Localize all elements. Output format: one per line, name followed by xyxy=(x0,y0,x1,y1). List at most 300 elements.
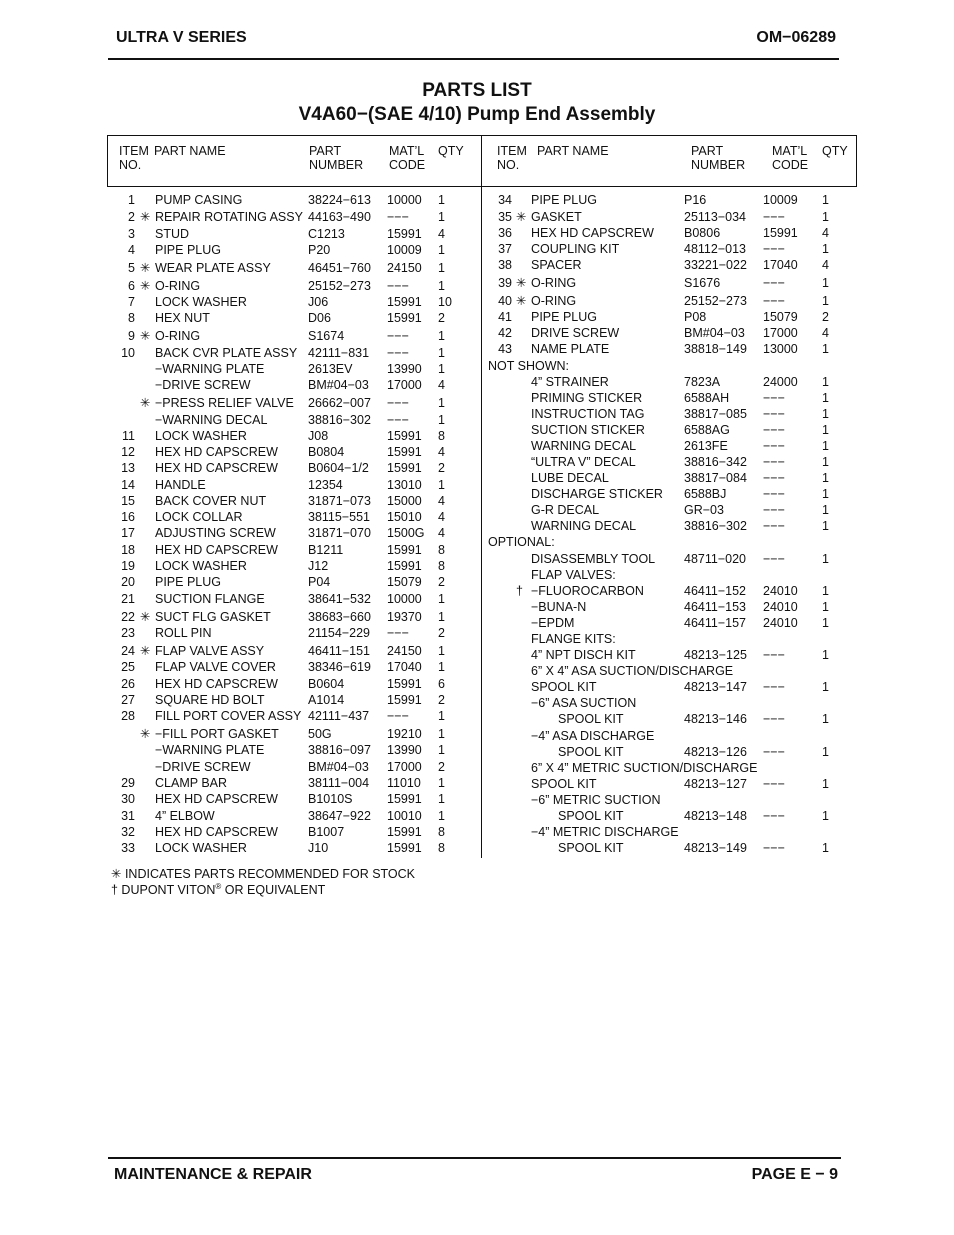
item-number: 37 xyxy=(498,242,512,256)
page-title: PARTS LIST xyxy=(422,80,532,101)
quantity: 1 xyxy=(822,841,829,855)
part-number: 38111−004 xyxy=(308,776,370,790)
matl-code: 17000 xyxy=(763,326,798,340)
part-name: 4” STRAINER xyxy=(531,375,609,389)
part-name: 6” X 4” METRIC SUCTION/DISCHARGE xyxy=(531,761,758,775)
part-name: −4” METRIC DISCHARGE xyxy=(531,825,679,839)
part-name: −EPDM xyxy=(531,616,575,630)
part-number: 46451−760 xyxy=(308,261,371,275)
item-number: 43 xyxy=(498,342,512,356)
part-number: 2613FE xyxy=(684,439,728,453)
part-name: HEX HD CAPSCREW xyxy=(155,792,278,806)
page-subtitle: V4A60−(SAE 4/10) Pump End Assembly xyxy=(298,104,656,125)
matl-code: 17040 xyxy=(387,660,422,674)
part-number: 38816−342 xyxy=(684,455,747,469)
matl-code: −−− xyxy=(763,503,785,517)
part-name: FLAP VALVE ASSY xyxy=(155,644,265,658)
item-number: 9 xyxy=(128,329,135,343)
matl-code: −−− xyxy=(763,391,785,405)
part-number: P08 xyxy=(684,310,707,324)
part-number: J10 xyxy=(308,841,329,855)
part-number: 48213−127 xyxy=(684,777,747,791)
quantity: 4 xyxy=(438,510,445,524)
part-name: HEX HD CAPSCREW xyxy=(155,543,278,557)
quantity: 1 xyxy=(822,242,829,256)
quantity: 1 xyxy=(822,648,829,662)
part-name: −6” METRIC SUCTION xyxy=(531,793,661,807)
document-number: OM−06289 xyxy=(756,29,836,46)
registered-mark: ® xyxy=(215,882,222,891)
stock-note: ✳ INDICATES PARTS RECOMMENDED FOR STOCK xyxy=(111,867,416,881)
quantity: 1 xyxy=(438,610,445,624)
item-number: 29 xyxy=(121,776,135,790)
matl-code: −−− xyxy=(387,626,409,640)
part-name: INSTRUCTION TAG xyxy=(531,407,645,421)
part-number: 25152−273 xyxy=(308,279,371,293)
part-number: GR−03 xyxy=(684,503,724,517)
item-number: 10 xyxy=(121,346,135,360)
quantity: 1 xyxy=(438,346,445,360)
section-name: MAINTENANCE & REPAIR xyxy=(114,1166,312,1183)
matl-code: −−− xyxy=(763,841,785,855)
part-name: ADJUSTING SCREW xyxy=(155,526,276,540)
parts-row xyxy=(0,374,954,390)
part-name: 4” ELBOW xyxy=(155,809,215,823)
col-item-no-right: ITEM NO. xyxy=(497,144,527,172)
matl-code: 15991 xyxy=(763,226,798,240)
part-number: 38816−097 xyxy=(308,743,371,757)
part-number: P16 xyxy=(684,193,707,207)
matl-code: −−− xyxy=(387,210,409,224)
part-number: 48213−148 xyxy=(684,809,747,823)
matl-code: 17000 xyxy=(387,378,422,392)
quantity: 1 xyxy=(822,294,829,308)
parts-row xyxy=(0,518,954,534)
item-number: 40 xyxy=(498,294,512,308)
quantity: 1 xyxy=(438,261,445,275)
part-name: PIPE PLUG xyxy=(155,575,221,589)
part-name: PIPE PLUG xyxy=(531,193,597,207)
part-number: 6588AH xyxy=(684,391,730,405)
parts-row xyxy=(0,631,954,647)
part-name: −BUNA-N xyxy=(531,600,587,614)
matl-code: 15991 xyxy=(387,825,422,839)
part-name: COUPLING KIT xyxy=(531,242,620,256)
matl-code: 15991 xyxy=(387,841,422,855)
part-name: LOCK COLLAR xyxy=(155,510,243,524)
item-number: 13 xyxy=(121,461,135,475)
item-number: 20 xyxy=(121,575,135,589)
part-number: A1014 xyxy=(308,693,345,707)
part-name: −WARNING PLATE xyxy=(155,743,265,757)
part-name: FLAP VALVES: xyxy=(531,568,616,582)
quantity: 1 xyxy=(438,329,445,343)
quantity: 8 xyxy=(438,543,445,557)
part-number: BM#04−03 xyxy=(308,760,369,774)
parts-row xyxy=(0,824,954,840)
item-number: 19 xyxy=(121,559,135,573)
part-name: O-RING xyxy=(531,294,577,308)
item-number: 7 xyxy=(128,295,135,309)
matl-code: −−− xyxy=(387,709,409,723)
part-number: 38647−922 xyxy=(308,809,371,823)
parts-row xyxy=(0,840,954,856)
matl-code: 10009 xyxy=(387,243,422,257)
part-number: 21154−229 xyxy=(308,626,370,640)
item-number: 18 xyxy=(121,543,135,557)
part-name: HANDLE xyxy=(155,478,206,492)
part-number: 2613EV xyxy=(308,362,353,376)
part-number: 46411−151 xyxy=(308,644,370,658)
part-name: −PRESS RELIEF VALVE xyxy=(155,396,294,410)
matl-code: 15991 xyxy=(387,429,422,443)
parts-row xyxy=(0,792,954,808)
parts-row xyxy=(0,711,954,727)
part-name: HEX NUT xyxy=(155,311,210,325)
part-number: J08 xyxy=(308,429,329,443)
matl-code: −−− xyxy=(763,745,785,759)
item-number: 26 xyxy=(121,677,135,691)
item-number: 28 xyxy=(121,709,135,723)
part-name: HEX HD CAPSCREW xyxy=(531,226,654,240)
quantity: 1 xyxy=(822,680,829,694)
part-number: 44163−490 xyxy=(308,210,371,224)
matl-code: −−− xyxy=(763,294,785,308)
quantity: 1 xyxy=(438,776,445,790)
quantity: 2 xyxy=(438,575,445,589)
part-number: S1674 xyxy=(308,329,345,343)
parts-row xyxy=(0,486,954,502)
parts-row xyxy=(0,390,954,406)
table-top-rule xyxy=(107,135,857,136)
part-number: 42111−437 xyxy=(308,709,370,723)
stock-mark: ✳ xyxy=(516,276,527,290)
part-name: −DRIVE SCREW xyxy=(155,760,251,774)
quantity: 1 xyxy=(822,777,829,791)
item-number: 17 xyxy=(121,526,135,540)
part-name: FLAP VALVE COVER xyxy=(155,660,276,674)
quantity: 1 xyxy=(438,644,445,658)
matl-code: 11010 xyxy=(387,776,421,790)
matl-code: −−− xyxy=(763,680,785,694)
matl-code: 15991 xyxy=(387,693,422,707)
part-name: SPACER xyxy=(531,258,582,272)
part-name: GASKET xyxy=(531,210,582,224)
part-name: WEAR PLATE ASSY xyxy=(155,261,271,275)
section-label: OPTIONAL: xyxy=(488,535,555,549)
item-number: 5 xyxy=(128,261,135,275)
part-name: PRIMING STICKER xyxy=(531,391,643,405)
matl-code: 15991 xyxy=(387,677,422,691)
quantity: 1 xyxy=(822,519,829,533)
part-name: LUBE DECAL xyxy=(531,471,609,485)
part-name: SPOOL KIT xyxy=(531,680,597,694)
parts-row xyxy=(0,567,954,583)
part-name: DISASSEMBLY TOOL xyxy=(531,552,656,566)
quantity: 8 xyxy=(438,429,445,443)
part-number: 48112−013 xyxy=(684,242,746,256)
stock-mark: ✳ xyxy=(516,210,527,224)
part-number: B1211 xyxy=(308,543,344,557)
part-name: PUMP CASING xyxy=(155,193,243,207)
quantity: 1 xyxy=(822,276,829,290)
quantity: 1 xyxy=(822,552,829,566)
quantity: 1 xyxy=(438,279,445,293)
matl-code: 13010 xyxy=(387,478,422,492)
part-name: −6” ASA SUCTION xyxy=(531,696,637,710)
item-number: 36 xyxy=(498,226,512,240)
matl-code: 24150 xyxy=(387,261,422,275)
quantity: 8 xyxy=(438,559,445,573)
matl-code: −−− xyxy=(387,413,409,427)
quantity: 1 xyxy=(822,712,829,726)
quantity: 6 xyxy=(438,677,445,691)
col-qty: QTY xyxy=(438,144,464,158)
matl-code: 15079 xyxy=(387,575,422,589)
part-name: CLAMP BAR xyxy=(155,776,228,790)
part-number: B1007 xyxy=(308,825,345,839)
col-matl-code-right: MAT’L CODE xyxy=(772,144,809,172)
item-number: 34 xyxy=(498,193,512,207)
header-rule xyxy=(108,58,839,60)
part-number: B0804 xyxy=(308,445,345,459)
part-name: LOCK WASHER xyxy=(155,559,247,573)
item-number: 3 xyxy=(128,227,135,241)
part-number: 38346−619 xyxy=(308,660,371,674)
matl-code: −−− xyxy=(387,396,409,410)
stock-mark: ✳ xyxy=(516,294,527,308)
matl-code: 10000 xyxy=(387,592,422,606)
quantity: 1 xyxy=(822,193,829,207)
part-name: FILL PORT COVER ASSY xyxy=(155,709,302,723)
parts-row xyxy=(0,325,954,341)
part-name: STUD xyxy=(155,227,190,241)
parts-row xyxy=(0,241,954,257)
matl-code: 17000 xyxy=(387,760,422,774)
parts-row xyxy=(0,192,954,208)
part-number: 42111−831 xyxy=(308,346,370,360)
matl-code: −−− xyxy=(763,809,785,823)
part-name: −FLUOROCARBON xyxy=(531,584,644,598)
part-name: LOCK WASHER xyxy=(155,295,247,309)
part-number: 48711−020 xyxy=(684,552,746,566)
quantity: 4 xyxy=(438,445,445,459)
parts-row xyxy=(0,422,954,438)
part-name: SUCTION STICKER xyxy=(531,423,645,437)
quantity: 1 xyxy=(438,792,445,806)
col-qty-right: QTY xyxy=(822,144,848,158)
quantity: 2 xyxy=(438,626,445,640)
col-part-number-right: PART NUMBER xyxy=(691,144,746,172)
page-number: PAGE E − 9 xyxy=(751,1166,838,1183)
item-number: 31 xyxy=(121,809,135,823)
part-name: DISCHARGE STICKER xyxy=(531,487,663,501)
item-number: 8 xyxy=(128,311,135,325)
quantity: 2 xyxy=(438,760,445,774)
section-heading xyxy=(0,358,954,374)
series-title: ULTRA V SERIES xyxy=(116,29,247,46)
quantity: 8 xyxy=(438,825,445,839)
quantity: 4 xyxy=(438,494,445,508)
section-heading xyxy=(0,534,954,550)
part-name: SPOOL KIT xyxy=(558,745,624,759)
matl-code: 24000 xyxy=(763,375,798,389)
part-name: NAME PLATE xyxy=(531,342,610,356)
quantity: 1 xyxy=(822,503,829,517)
matl-code: 15991 xyxy=(387,559,422,573)
part-number: 38817−085 xyxy=(684,407,747,421)
part-number: 6588BJ xyxy=(684,487,727,501)
parts-row xyxy=(0,808,954,824)
part-number: B1010S xyxy=(308,792,353,806)
part-number: 48213−146 xyxy=(684,712,747,726)
matl-code: 15991 xyxy=(387,543,422,557)
item-number: 2 xyxy=(128,210,135,224)
parts-row xyxy=(0,341,954,357)
parts-row xyxy=(0,728,954,744)
part-number: 33221−022 xyxy=(684,258,747,272)
quantity: 1 xyxy=(438,743,445,757)
item-number: 6 xyxy=(128,279,135,293)
col-part-name: PART NAME xyxy=(154,144,226,158)
part-number: 50G xyxy=(308,727,332,741)
table-left-rule xyxy=(107,135,108,187)
part-name: O-RING xyxy=(155,279,201,293)
parts-row xyxy=(0,275,954,291)
table-header-rule xyxy=(107,186,857,187)
parts-row xyxy=(0,502,954,518)
item-number: 39 xyxy=(498,276,512,290)
stock-mark: ✳ xyxy=(140,261,151,275)
col-part-name-right: PART NAME xyxy=(537,144,609,158)
part-name: DRIVE SCREW xyxy=(531,326,620,340)
matl-code: 24010 xyxy=(763,600,798,614)
matl-code: −−− xyxy=(763,439,785,453)
quantity: 1 xyxy=(822,391,829,405)
item-number: 25 xyxy=(121,660,135,674)
quantity: 1 xyxy=(822,809,829,823)
part-name: 6” X 4” ASA SUCTION/DISCHARGE xyxy=(531,664,734,678)
part-name: SPOOL KIT xyxy=(558,809,624,823)
matl-code: 15991 xyxy=(387,311,422,325)
part-name: FLANGE KITS: xyxy=(531,632,616,646)
part-number: 46411−157 xyxy=(684,616,746,630)
part-number: 48213−126 xyxy=(684,745,747,759)
quantity: 1 xyxy=(438,396,445,410)
matl-code: 19370 xyxy=(387,610,422,624)
quantity: 1 xyxy=(822,342,829,356)
matl-code: 24010 xyxy=(763,616,798,630)
part-name: WARNING DECAL xyxy=(531,439,637,453)
item-number: 33 xyxy=(121,841,135,855)
part-number: B0806 xyxy=(684,226,721,240)
item-number: 12 xyxy=(121,445,135,459)
quantity: 1 xyxy=(822,439,829,453)
quantity: 1 xyxy=(822,423,829,437)
matl-code: −−− xyxy=(763,276,785,290)
part-name: ROLL PIN xyxy=(155,626,212,640)
part-number: P04 xyxy=(308,575,331,589)
quantity: 2 xyxy=(438,461,445,475)
section-label: NOT SHOWN: xyxy=(488,359,570,373)
item-number: 23 xyxy=(121,626,135,640)
item-number: 4 xyxy=(128,243,135,257)
stock-mark: ✳ xyxy=(140,610,151,624)
quantity: 1 xyxy=(822,616,829,630)
part-name: −WARNING PLATE xyxy=(155,362,265,376)
quantity: 2 xyxy=(822,310,829,324)
quantity: 2 xyxy=(438,311,445,325)
part-number: 38115−551 xyxy=(308,510,370,524)
part-name: LOCK WASHER xyxy=(155,841,247,855)
part-name: LOCK WASHER xyxy=(155,429,247,443)
quantity: 1 xyxy=(822,407,829,421)
quantity: 1 xyxy=(438,210,445,224)
matl-code: 15991 xyxy=(387,445,422,459)
part-number: 31871−070 xyxy=(308,526,371,540)
matl-code: −−− xyxy=(763,242,785,256)
item-number: 16 xyxy=(121,510,135,524)
part-number: 6588AG xyxy=(684,423,730,437)
quantity: 1 xyxy=(438,243,445,257)
table-right-rule xyxy=(856,135,857,187)
part-name: HEX HD CAPSCREW xyxy=(155,445,278,459)
matl-code: 15991 xyxy=(387,461,422,475)
parts-row xyxy=(0,209,954,225)
part-number: 38224−613 xyxy=(308,193,371,207)
quantity: 1 xyxy=(438,709,445,723)
item-number: 42 xyxy=(498,326,512,340)
quantity: 1 xyxy=(438,660,445,674)
quantity: 4 xyxy=(822,326,829,340)
parts-row xyxy=(0,599,954,615)
part-number: B0604 xyxy=(308,677,345,691)
stock-mark: ✳ xyxy=(140,329,151,343)
part-number: 48213−147 xyxy=(684,680,747,694)
part-number: J12 xyxy=(308,559,329,573)
matl-code: −−− xyxy=(763,455,785,469)
parts-row xyxy=(0,454,954,470)
matl-code: −−− xyxy=(763,519,785,533)
matl-code: 17040 xyxy=(763,258,798,272)
parts-row xyxy=(0,438,954,454)
part-name: REPAIR ROTATING ASSY xyxy=(155,210,303,224)
quantity: 1 xyxy=(438,809,445,823)
part-number: 38817−084 xyxy=(684,471,747,485)
part-name: G-R DECAL xyxy=(531,503,600,517)
matl-code: −−− xyxy=(763,210,785,224)
parts-row xyxy=(0,663,954,679)
part-number: 38683−660 xyxy=(308,610,371,624)
matl-code: 10000 xyxy=(387,193,422,207)
item-number: 11 xyxy=(122,429,135,443)
item-number: 32 xyxy=(121,825,135,839)
part-name: PIPE PLUG xyxy=(531,310,597,324)
matl-code: −−− xyxy=(387,346,409,360)
matl-code: 15991 xyxy=(387,227,422,241)
part-number: C1213 xyxy=(308,227,345,241)
quantity: 1 xyxy=(822,471,829,485)
matl-code: 1500G xyxy=(387,526,425,540)
parts-row xyxy=(0,776,954,792)
parts-row xyxy=(0,406,954,422)
quantity: 4 xyxy=(438,526,445,540)
matl-code: −−− xyxy=(763,407,785,421)
part-name: BACK CVR PLATE ASSY xyxy=(155,346,298,360)
quantity: 1 xyxy=(822,210,829,224)
item-number: 1 xyxy=(128,193,135,207)
quantity: 1 xyxy=(438,413,445,427)
